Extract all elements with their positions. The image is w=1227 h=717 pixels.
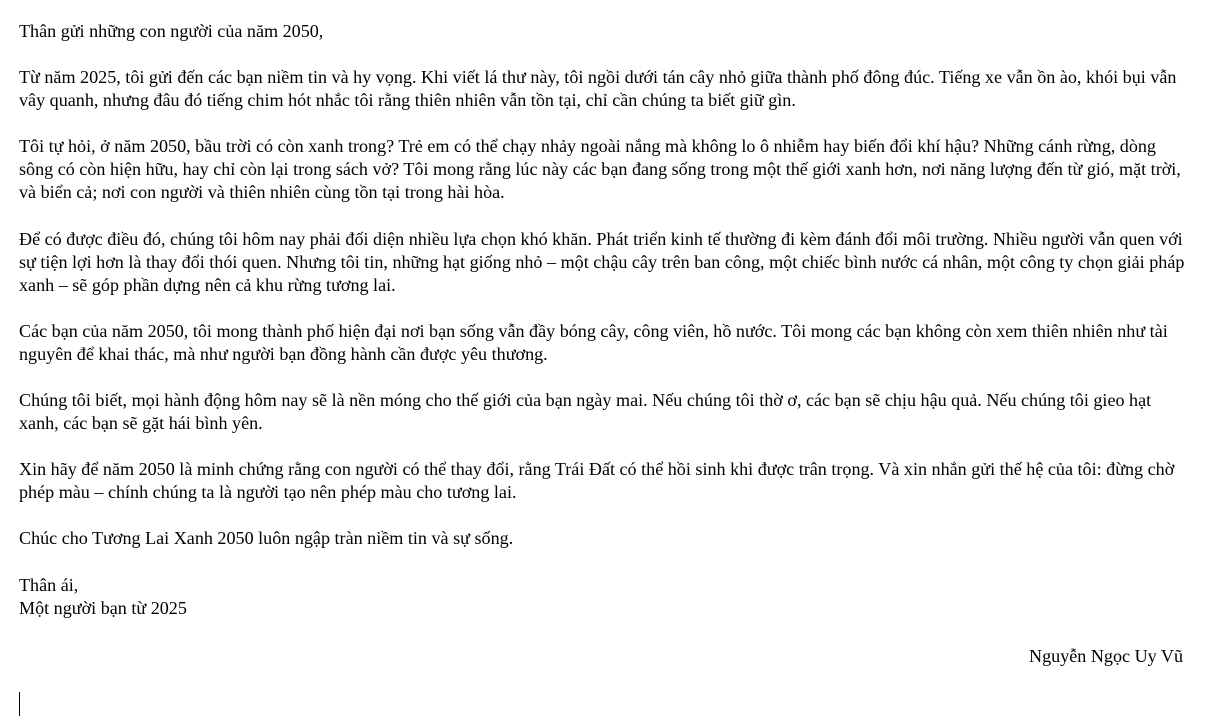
- letter-greeting: Thân gửi những con người của năm 2050,: [19, 21, 324, 41]
- document-body[interactable]: [19, 20, 1189, 620]
- letter-paragraph-2: Tôi tự hỏi, ở năm 2050, bầu trời có còn xanh trong? Trẻ em có thể chạy nhảy ngoài nắng mà không lo ô nhiễm hay biến đổi khí hậu? Những cánh rừng, dòng sông có còn hiện hữu, hay chỉ còn lại trong sách vở? Tôi mong rằng lúc này các bạn đang sống trong một thế giới xanh hơn, nơi năng lượng đến từ gió, mặt trời, và biển cả; nơi con người và thiên nhiên cùng tồn tại trong hài hòa.: [19, 136, 1181, 203]
- closing-salutation: Thân ái,: [19, 574, 79, 595]
- letter-paragraph-7: Chúc cho Tương Lai Xanh 2050 luôn ngập tràn niềm tin và sự sống.: [19, 528, 514, 549]
- letter-paragraph-3: Để có được điều đó, chúng tôi hôm nay phải đối diện nhiều lựa chọn khó khăn. Phát triển kinh tế thường đi kèm đánh đổi môi trường. Nhiều người vẫn quen với sự tiện lợi hơn là thay đổi thói quen. Nhưng tôi tin, những hạt giống nhỏ – một chậu cây trên ban công, một chiếc bình nước cá nhân, một công ty chọn giải pháp xanh – sẽ góp phần dựng nên cả khu rừng tương lai.: [19, 228, 1185, 295]
- letter-paragraph-5: Chúng tôi biết, mọi hành động hôm nay sẽ là nền móng cho thế giới của bạn ngày mai. Nếu chúng tôi thờ ơ, các bạn sẽ chịu hậu quả. Nếu chúng tôi gieo hạt xanh, các bạn sẽ gặt hái bình yên.: [19, 390, 1152, 434]
- text-cursor: [19, 692, 20, 716]
- letter-paragraph-1: Từ năm 2025, tôi gửi đến các bạn niềm tin và hy vọng. Khi viết lá thư này, tôi ngồi dưới tán cây nhỏ giữa thành phố đông đúc. Tiếng xe vẫn ồn ào, khói bụi vẫn vây quanh, nhưng đâu đó tiếng chim hót nhắc tôi rằng thiên nhiên vẫn tồn tại, chỉ cần chúng ta biết giữ gìn.: [19, 67, 1177, 111]
- letter-paragraph-6: Xin hãy để năm 2050 là minh chứng rằng con người có thể thay đổi, rằng Trái Đất có thể hồi sinh khi được trân trọng. Và xin nhắn gửi thế hệ của tôi: đừng chờ phép màu – chính chúng ta là người tạo nên phép màu cho tương lai.: [19, 459, 1175, 503]
- signature: Nguyễn Ngọc Uy Vũ: [1029, 646, 1183, 666]
- closing-sender: Một người bạn từ 2025: [19, 597, 187, 618]
- letter-paragraph-4: Các bạn của năm 2050, tôi mong thành phố hiện đại nơi bạn sống vẫn đầy bóng cây, công viên, hồ nước. Tôi mong các bạn không còn xem thiên nhiên như tài nguyên để khai thác, mà như người bạn đồng hành cần được yêu thương.: [19, 320, 1168, 364]
